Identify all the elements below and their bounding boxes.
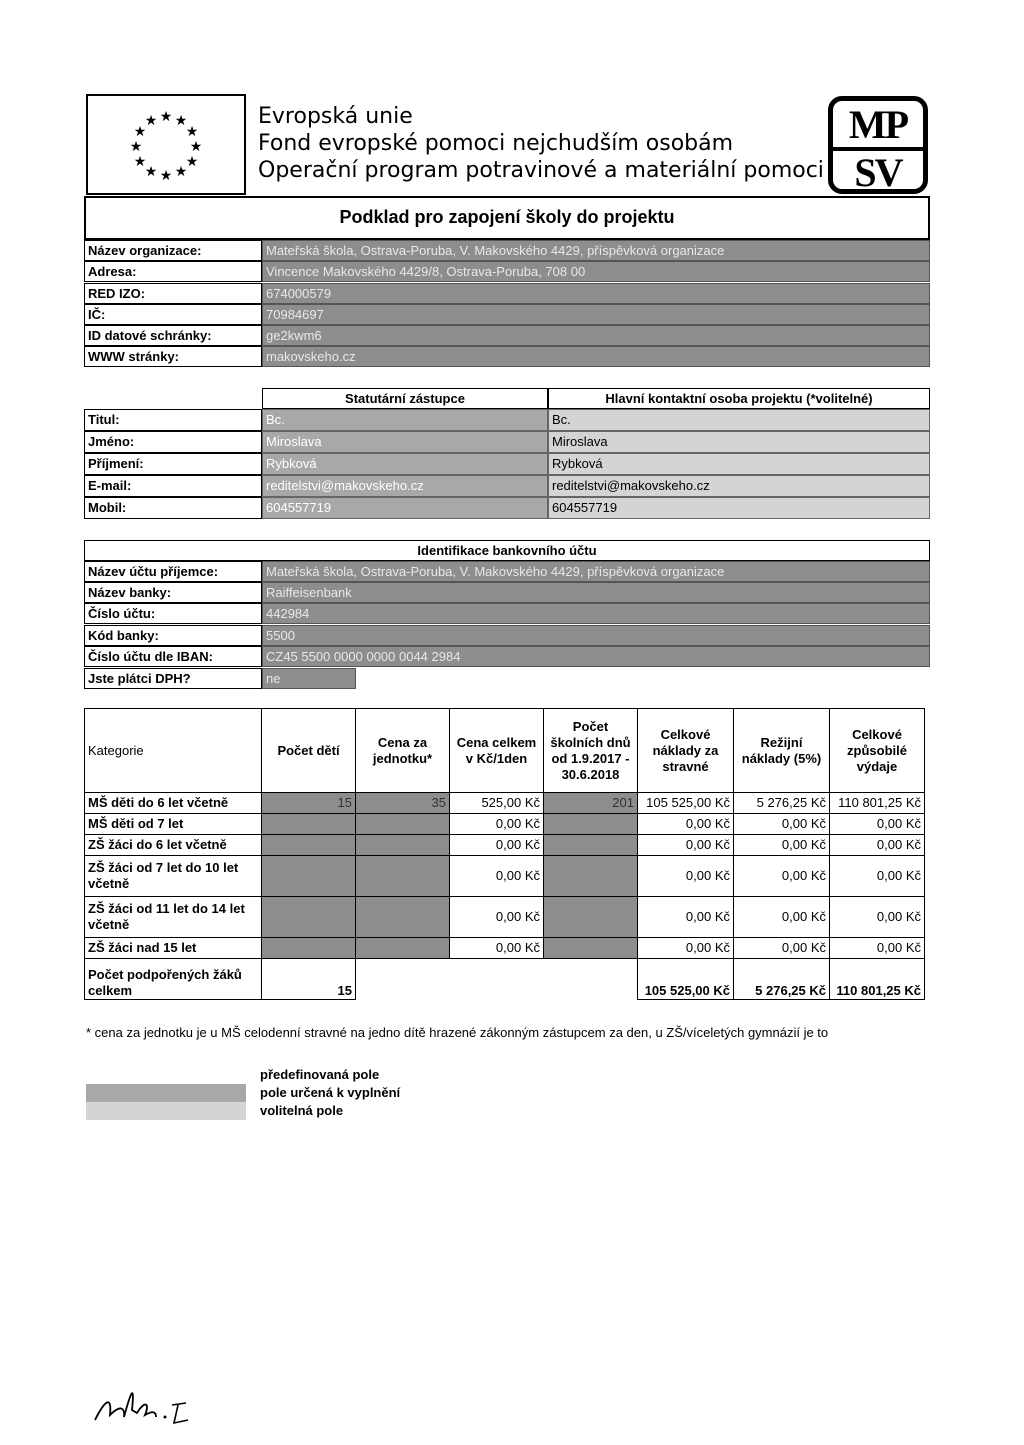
svg-text:★: ★ bbox=[159, 168, 173, 184]
pocet-field[interactable] bbox=[262, 897, 356, 938]
table-row bbox=[85, 835, 925, 856]
legend-swatch-required bbox=[86, 1084, 246, 1102]
th-rezijni: Režijní náklady (5%) bbox=[734, 709, 830, 793]
contact-label: Příjmení: bbox=[84, 453, 262, 475]
naklady-cell: 0,00 Kč bbox=[638, 938, 734, 959]
mpsv-logo-line-2: SV bbox=[833, 147, 923, 195]
total-zpusobile: 110 801,25 Kč bbox=[830, 959, 925, 1000]
total-blank bbox=[356, 959, 450, 1000]
svg-text:★: ★ bbox=[159, 109, 173, 125]
contact-label: Titul: bbox=[84, 409, 262, 431]
th-cena-jednotku: Cena za jednotku* bbox=[356, 709, 450, 793]
contact-label: Jméno: bbox=[84, 431, 262, 453]
bank-label: Název banky: bbox=[84, 582, 262, 603]
cena-field[interactable] bbox=[356, 897, 450, 938]
bank-value-field[interactable]: ne bbox=[262, 668, 356, 689]
eu-flag-icon bbox=[88, 96, 244, 193]
org-label: IČ: bbox=[84, 304, 262, 325]
svg-text:★: ★ bbox=[189, 139, 203, 155]
pocet-field[interactable] bbox=[262, 938, 356, 959]
pocet-field[interactable] bbox=[262, 856, 356, 897]
table-row bbox=[85, 814, 925, 835]
org-label: ID datové schránky: bbox=[84, 325, 262, 346]
kontakt-header: Hlavní kontaktní osoba projektu (*volitelné) bbox=[548, 388, 930, 409]
svg-text:★: ★ bbox=[129, 139, 143, 155]
contact-label: E-mail: bbox=[84, 475, 262, 497]
bank-header: Identifikace bankovního účtu bbox=[84, 540, 930, 561]
legend-text-predefined: předefinovaná pole bbox=[260, 1067, 380, 1082]
kontakt-field[interactable]: Rybková bbox=[548, 453, 930, 475]
table-row bbox=[85, 856, 925, 897]
zpusobile-cell: 0,00 Kč bbox=[830, 814, 925, 835]
statutar-field[interactable]: Miroslava bbox=[262, 431, 548, 453]
celkem-cell: 0,00 Kč bbox=[450, 835, 544, 856]
bank-label: Jste plátci DPH? bbox=[84, 668, 262, 689]
naklady-cell: 105 525,00 Kč bbox=[638, 793, 734, 814]
footnote: * cena za jednotku je u MŠ celodenní stravné na jedno dítě hrazené zákonným zástupcem za den, u ZŠ/víceletých gymnázií je to bbox=[86, 1025, 829, 1040]
total-rezijni: 5 276,25 Kč bbox=[734, 959, 830, 1000]
statutar-field[interactable]: 604557719 bbox=[262, 497, 548, 519]
statutar-field[interactable]: Rybková bbox=[262, 453, 548, 475]
svg-text:★: ★ bbox=[174, 113, 188, 129]
svg-text:★: ★ bbox=[133, 124, 147, 140]
svg-text:★: ★ bbox=[144, 113, 158, 129]
bank-value-field[interactable]: Mateřská škola, Ostrava-Poruba, V. Makovského 4429, příspěvková organizace bbox=[262, 561, 930, 582]
org-value-field[interactable]: Mateřská škola, Ostrava-Poruba, V. Makovského 4429, příspěvková organizace bbox=[262, 240, 930, 261]
total-blank bbox=[544, 959, 638, 1000]
pocet-field[interactable] bbox=[262, 835, 356, 856]
kategorie-cell: ZŠ žáci do 6 let včetně bbox=[85, 835, 262, 856]
kontakt-field[interactable]: 604557719 bbox=[548, 497, 930, 519]
handwritten-signature bbox=[90, 1375, 190, 1430]
bank-label: Název účtu příjemce: bbox=[84, 561, 262, 582]
cena-field[interactable] bbox=[356, 938, 450, 959]
kategorie-cell: ZŠ žáci od 7 let do 10 let včetně bbox=[85, 856, 262, 897]
th-pocet-dnu: Počet školních dnů od 1.9.2017 - 30.6.2018 bbox=[544, 709, 638, 793]
naklady-cell: 0,00 Kč bbox=[638, 835, 734, 856]
th-cena-celkem: Cena celkem v Kč/1den bbox=[450, 709, 544, 793]
categories-table bbox=[84, 708, 925, 1000]
total-label: Počet podpořených žáků celkem bbox=[85, 959, 262, 1000]
legend-text-required: pole určená k vyplnění bbox=[260, 1085, 401, 1100]
dny-field[interactable] bbox=[544, 897, 638, 938]
th-pocet-deti: Počet dětí bbox=[262, 709, 356, 793]
zpusobile-cell: 0,00 Kč bbox=[830, 938, 925, 959]
rezijni-cell: 0,00 Kč bbox=[734, 856, 830, 897]
table-row bbox=[85, 897, 925, 938]
svg-text:★: ★ bbox=[144, 164, 158, 180]
legend-text-optional: volitelná pole bbox=[260, 1103, 344, 1118]
dny-field[interactable]: 201 bbox=[544, 793, 638, 814]
zpusobile-cell: 0,00 Kč bbox=[830, 856, 925, 897]
dny-field[interactable] bbox=[544, 938, 638, 959]
org-value-field[interactable]: makovskeho.cz bbox=[262, 346, 930, 367]
celkem-cell: 0,00 Kč bbox=[450, 938, 544, 959]
th-kategorie: Kategorie bbox=[85, 709, 262, 793]
celkem-cell: 525,00 Kč bbox=[450, 793, 544, 814]
table-row bbox=[85, 938, 925, 959]
mpsv-logo bbox=[828, 96, 928, 194]
org-value-field[interactable]: Vincence Makovského 4429/8, Ostrava-Poruba, 708 00 bbox=[262, 261, 930, 282]
org-label: Název organizace: bbox=[84, 240, 262, 261]
cena-field[interactable] bbox=[356, 856, 450, 897]
pocet-field[interactable]: 15 bbox=[262, 793, 356, 814]
statutar-field[interactable]: reditelstvi@makovskeho.cz bbox=[262, 475, 548, 497]
bank-label: Číslo účtu: bbox=[84, 603, 262, 624]
total-naklady: 105 525,00 Kč bbox=[638, 959, 734, 1000]
org-value-field[interactable]: 70984697 bbox=[262, 304, 930, 325]
table-row bbox=[85, 793, 925, 814]
celkem-cell: 0,00 Kč bbox=[450, 856, 544, 897]
celkem-cell: 0,00 Kč bbox=[450, 897, 544, 938]
eu-flag-logo bbox=[86, 94, 246, 195]
naklady-cell: 0,00 Kč bbox=[638, 897, 734, 938]
kategorie-cell: ZŠ žáci od 11 let do 14 let včetně bbox=[85, 897, 262, 938]
org-value-field[interactable]: 674000579 bbox=[262, 283, 930, 304]
kategorie-cell: MŠ děti od 7 let bbox=[85, 814, 262, 835]
bank-value-field[interactable]: CZ45 5500 0000 0000 0044 2984 bbox=[262, 646, 930, 667]
cena-field[interactable]: 35 bbox=[356, 793, 450, 814]
bank-value-field[interactable]: 5500 bbox=[262, 625, 930, 646]
org-label: RED IZO: bbox=[84, 283, 262, 304]
statutar-field[interactable]: Bc. bbox=[262, 409, 548, 431]
rezijni-cell: 0,00 Kč bbox=[734, 814, 830, 835]
kategorie-cell: ZŠ žáci nad 15 let bbox=[85, 938, 262, 959]
bank-value-field[interactable]: 442984 bbox=[262, 603, 930, 624]
rezijni-cell: 0,00 Kč bbox=[734, 835, 830, 856]
total-blank bbox=[450, 959, 544, 1000]
bank-value-field[interactable]: Raiffeisenbank bbox=[262, 582, 930, 603]
contact-label: Mobil: bbox=[84, 497, 262, 519]
naklady-cell: 0,00 Kč bbox=[638, 814, 734, 835]
kontakt-field[interactable]: Miroslava bbox=[548, 431, 930, 453]
zpusobile-cell: 0,00 Kč bbox=[830, 897, 925, 938]
kontakt-field[interactable]: reditelstvi@makovskeho.cz bbox=[548, 475, 930, 497]
rezijni-cell: 5 276,25 Kč bbox=[734, 793, 830, 814]
pocet-field[interactable] bbox=[262, 814, 356, 835]
org-label: WWW stránky: bbox=[84, 346, 262, 367]
total-pocet: 15 bbox=[262, 959, 356, 1000]
mpsv-logo-line-1: MP bbox=[848, 102, 908, 147]
dny-field[interactable] bbox=[544, 835, 638, 856]
legend-swatch-optional bbox=[86, 1102, 246, 1120]
header-line-2: Fond evropské pomoci nejchudším osobám bbox=[258, 131, 734, 156]
zpusobile-cell: 110 801,25 Kč bbox=[830, 793, 925, 814]
cena-field[interactable] bbox=[356, 814, 450, 835]
svg-text:★: ★ bbox=[185, 124, 199, 140]
dny-field[interactable] bbox=[544, 814, 638, 835]
statutar-header: Statutární zástupce bbox=[262, 388, 548, 409]
bank-label: Číslo účtu dle IBAN: bbox=[84, 646, 262, 667]
org-label: Adresa: bbox=[84, 261, 262, 282]
cena-field[interactable] bbox=[356, 835, 450, 856]
svg-text:★: ★ bbox=[185, 154, 199, 170]
rezijni-cell: 0,00 Kč bbox=[734, 938, 830, 959]
celkem-cell: 0,00 Kč bbox=[450, 814, 544, 835]
th-zpusobile: Celkové způsobilé výdaje bbox=[830, 709, 925, 793]
svg-text:★: ★ bbox=[133, 154, 147, 170]
table-header-row bbox=[85, 709, 925, 793]
svg-text:★: ★ bbox=[174, 164, 188, 180]
kategorie-cell: MŠ děti do 6 let včetně bbox=[85, 793, 262, 814]
naklady-cell: 0,00 Kč bbox=[638, 856, 734, 897]
table-total-row bbox=[85, 959, 925, 1000]
header-line-3: Operační program potravinové a materiální pomoci bbox=[258, 158, 824, 183]
bank-label: Kód banky: bbox=[84, 625, 262, 646]
zpusobile-cell: 0,00 Kč bbox=[830, 835, 925, 856]
kontakt-field[interactable]: Bc. bbox=[548, 409, 930, 431]
legend-swatch-predefined bbox=[86, 1066, 246, 1084]
org-value-field[interactable]: ge2kwm6 bbox=[262, 325, 930, 346]
form-title: Podklad pro zapojení školy do projektu bbox=[339, 207, 675, 227]
header-line-1: Evropská unie bbox=[258, 104, 413, 129]
rezijni-cell: 0,00 Kč bbox=[734, 897, 830, 938]
th-naklady-stravne: Celkové náklady za stravné bbox=[638, 709, 734, 793]
dny-field[interactable] bbox=[544, 856, 638, 897]
